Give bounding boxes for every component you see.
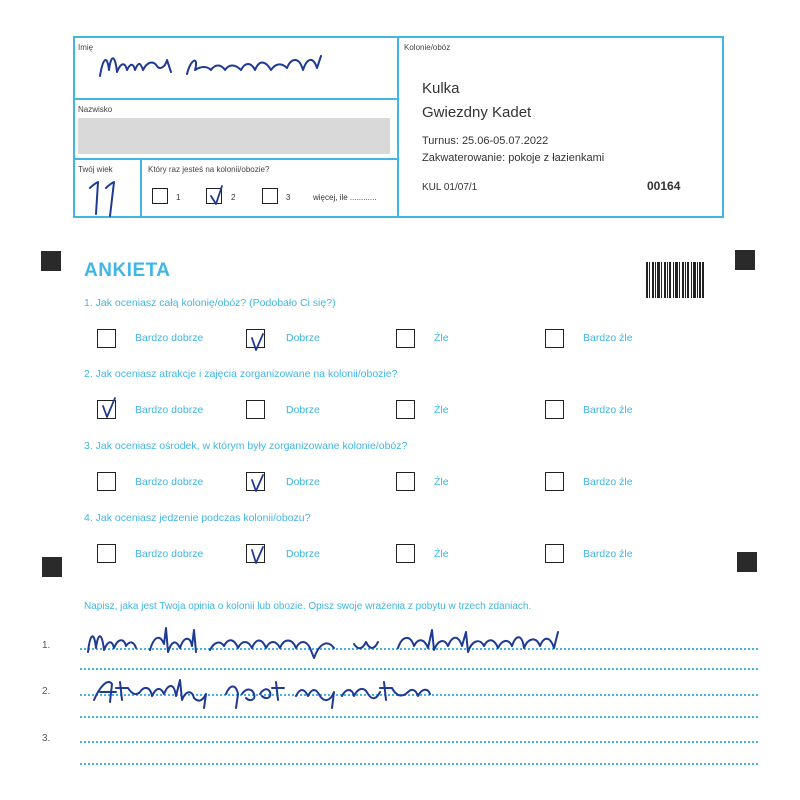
question-1-text: 1. Jak oceniasz całą kolonię/obóz? (Podobało Ci się?) xyxy=(84,297,336,309)
camp-label: Kolonie/obóz xyxy=(404,43,451,52)
q3-option-zle: Źle xyxy=(434,476,449,488)
camp-name: Kulka xyxy=(422,80,460,97)
q2-option-bardzo-dobrze: Bardzo dobrze xyxy=(135,404,204,416)
camp-code: KUL 01/07/1 xyxy=(422,182,478,193)
q1-checkbox-bardzo-dobrze[interactable] xyxy=(97,329,116,348)
line-number-3: 3. xyxy=(42,733,51,744)
camp-turnus: Turnus: 25.06-05.07.2022 xyxy=(422,135,549,147)
checkmark-icon xyxy=(250,330,266,352)
q3-checkbox-bardzo-dobrze[interactable] xyxy=(97,472,116,491)
q4-option-dobrze: Dobrze xyxy=(286,548,320,560)
last-name-label: Nazwisko xyxy=(78,105,113,114)
q2-option-zle: Źle xyxy=(434,404,449,416)
handwritten-answer-2 xyxy=(90,672,440,712)
q2-option-bardzo-zle: Bardzo źle xyxy=(583,404,633,416)
survey-title: ANKIETA xyxy=(84,260,171,281)
which-time-label-2: 2 xyxy=(231,193,236,202)
which-time-more-label: więcej, ile ............ xyxy=(313,193,377,202)
q4-checkbox-bardzo-zle[interactable] xyxy=(545,544,564,563)
handwritten-answer-1 xyxy=(84,622,574,662)
barcode xyxy=(646,262,704,298)
q3-option-dobrze: Dobrze xyxy=(286,476,320,488)
q3-checkbox-zle[interactable] xyxy=(396,472,415,491)
q3-checkbox-bardzo-zle[interactable] xyxy=(545,472,564,491)
registration-mark-bottom-right xyxy=(737,552,757,572)
q1-option-bardzo-zle: Bardzo źle xyxy=(583,332,633,344)
q2-checkbox-bardzo-zle[interactable] xyxy=(545,400,564,419)
which-time-label-1: 1 xyxy=(176,193,181,202)
camp-program: Gwiezdny Kadet xyxy=(422,104,532,121)
first-name-label: Imię xyxy=(78,43,94,52)
q3-option-bardzo-dobrze: Bardzo dobrze xyxy=(135,476,204,488)
registration-mark-top-right xyxy=(735,250,755,270)
q1-option-zle: Źle xyxy=(434,332,449,344)
q4-option-zle: Źle xyxy=(434,548,449,560)
camp-accommodation: Zakwaterowanie: pokoje z łazienkami xyxy=(422,152,605,164)
question-2-text: 2. Jak oceniasz atrakcje i zajęcia zorganizowane na kolonii/obozie? xyxy=(84,368,398,380)
q2-checkbox-dobrze[interactable] xyxy=(246,400,265,419)
q2-option-dobrze: Dobrze xyxy=(286,404,320,416)
answer-line-3[interactable] xyxy=(80,741,758,743)
checkmark-icon xyxy=(250,544,266,566)
header-divider-vertical xyxy=(397,36,399,218)
header-divider-2 xyxy=(73,158,398,160)
which-time-checkbox-1[interactable] xyxy=(152,188,168,204)
q4-checkbox-zle[interactable] xyxy=(396,544,415,563)
form-number: 00164 xyxy=(647,179,681,193)
q1-checkbox-zle[interactable] xyxy=(396,329,415,348)
redacted-last-name xyxy=(78,118,390,154)
which-time-checkbox-3[interactable] xyxy=(262,188,278,204)
handwritten-age xyxy=(86,178,126,218)
q1-option-bardzo-dobrze: Bardzo dobrze xyxy=(135,332,204,344)
handwritten-first-name xyxy=(95,48,335,88)
opinion-instruction: Napisz, jaka jest Twoja opinia o kolonii lub obozie. Opisz swoje wrażenia z pobytu w trzech zdaniach. xyxy=(84,601,532,612)
question-4-text: 4. Jak oceniasz jedzenie podczas kolonii/obozu? xyxy=(84,512,311,524)
answer-line-3b[interactable] xyxy=(80,763,758,765)
q4-checkbox-bardzo-dobrze[interactable] xyxy=(97,544,116,563)
registration-mark-top-left xyxy=(41,251,61,271)
line-number-2: 2. xyxy=(42,686,51,697)
question-3-text: 3. Jak oceniasz ośrodek, w którym były zorganizowane kolonie/obóz? xyxy=(84,440,408,452)
q1-checkbox-bardzo-zle[interactable] xyxy=(545,329,564,348)
age-label: Twój wiek xyxy=(78,165,113,174)
q4-option-bardzo-dobrze: Bardzo dobrze xyxy=(135,548,204,560)
which-time-label-3: 3 xyxy=(286,193,291,202)
q3-option-bardzo-zle: Bardzo źle xyxy=(583,476,633,488)
header-divider-age xyxy=(140,158,142,218)
checkmark-icon xyxy=(250,472,266,494)
registration-mark-bottom-left xyxy=(42,557,62,577)
answer-line-2b[interactable] xyxy=(80,716,758,718)
line-number-1: 1. xyxy=(42,640,51,651)
checkmark-icon xyxy=(100,396,118,420)
checkmark-icon xyxy=(208,184,226,208)
q1-option-dobrze: Dobrze xyxy=(286,332,320,344)
q2-checkbox-zle[interactable] xyxy=(396,400,415,419)
header-divider-1 xyxy=(73,98,398,100)
which-time-label: Który raz jesteś na kolonii/obozie? xyxy=(148,165,270,174)
q4-option-bardzo-zle: Bardzo źle xyxy=(583,548,633,560)
answer-line-1b[interactable] xyxy=(80,668,758,670)
